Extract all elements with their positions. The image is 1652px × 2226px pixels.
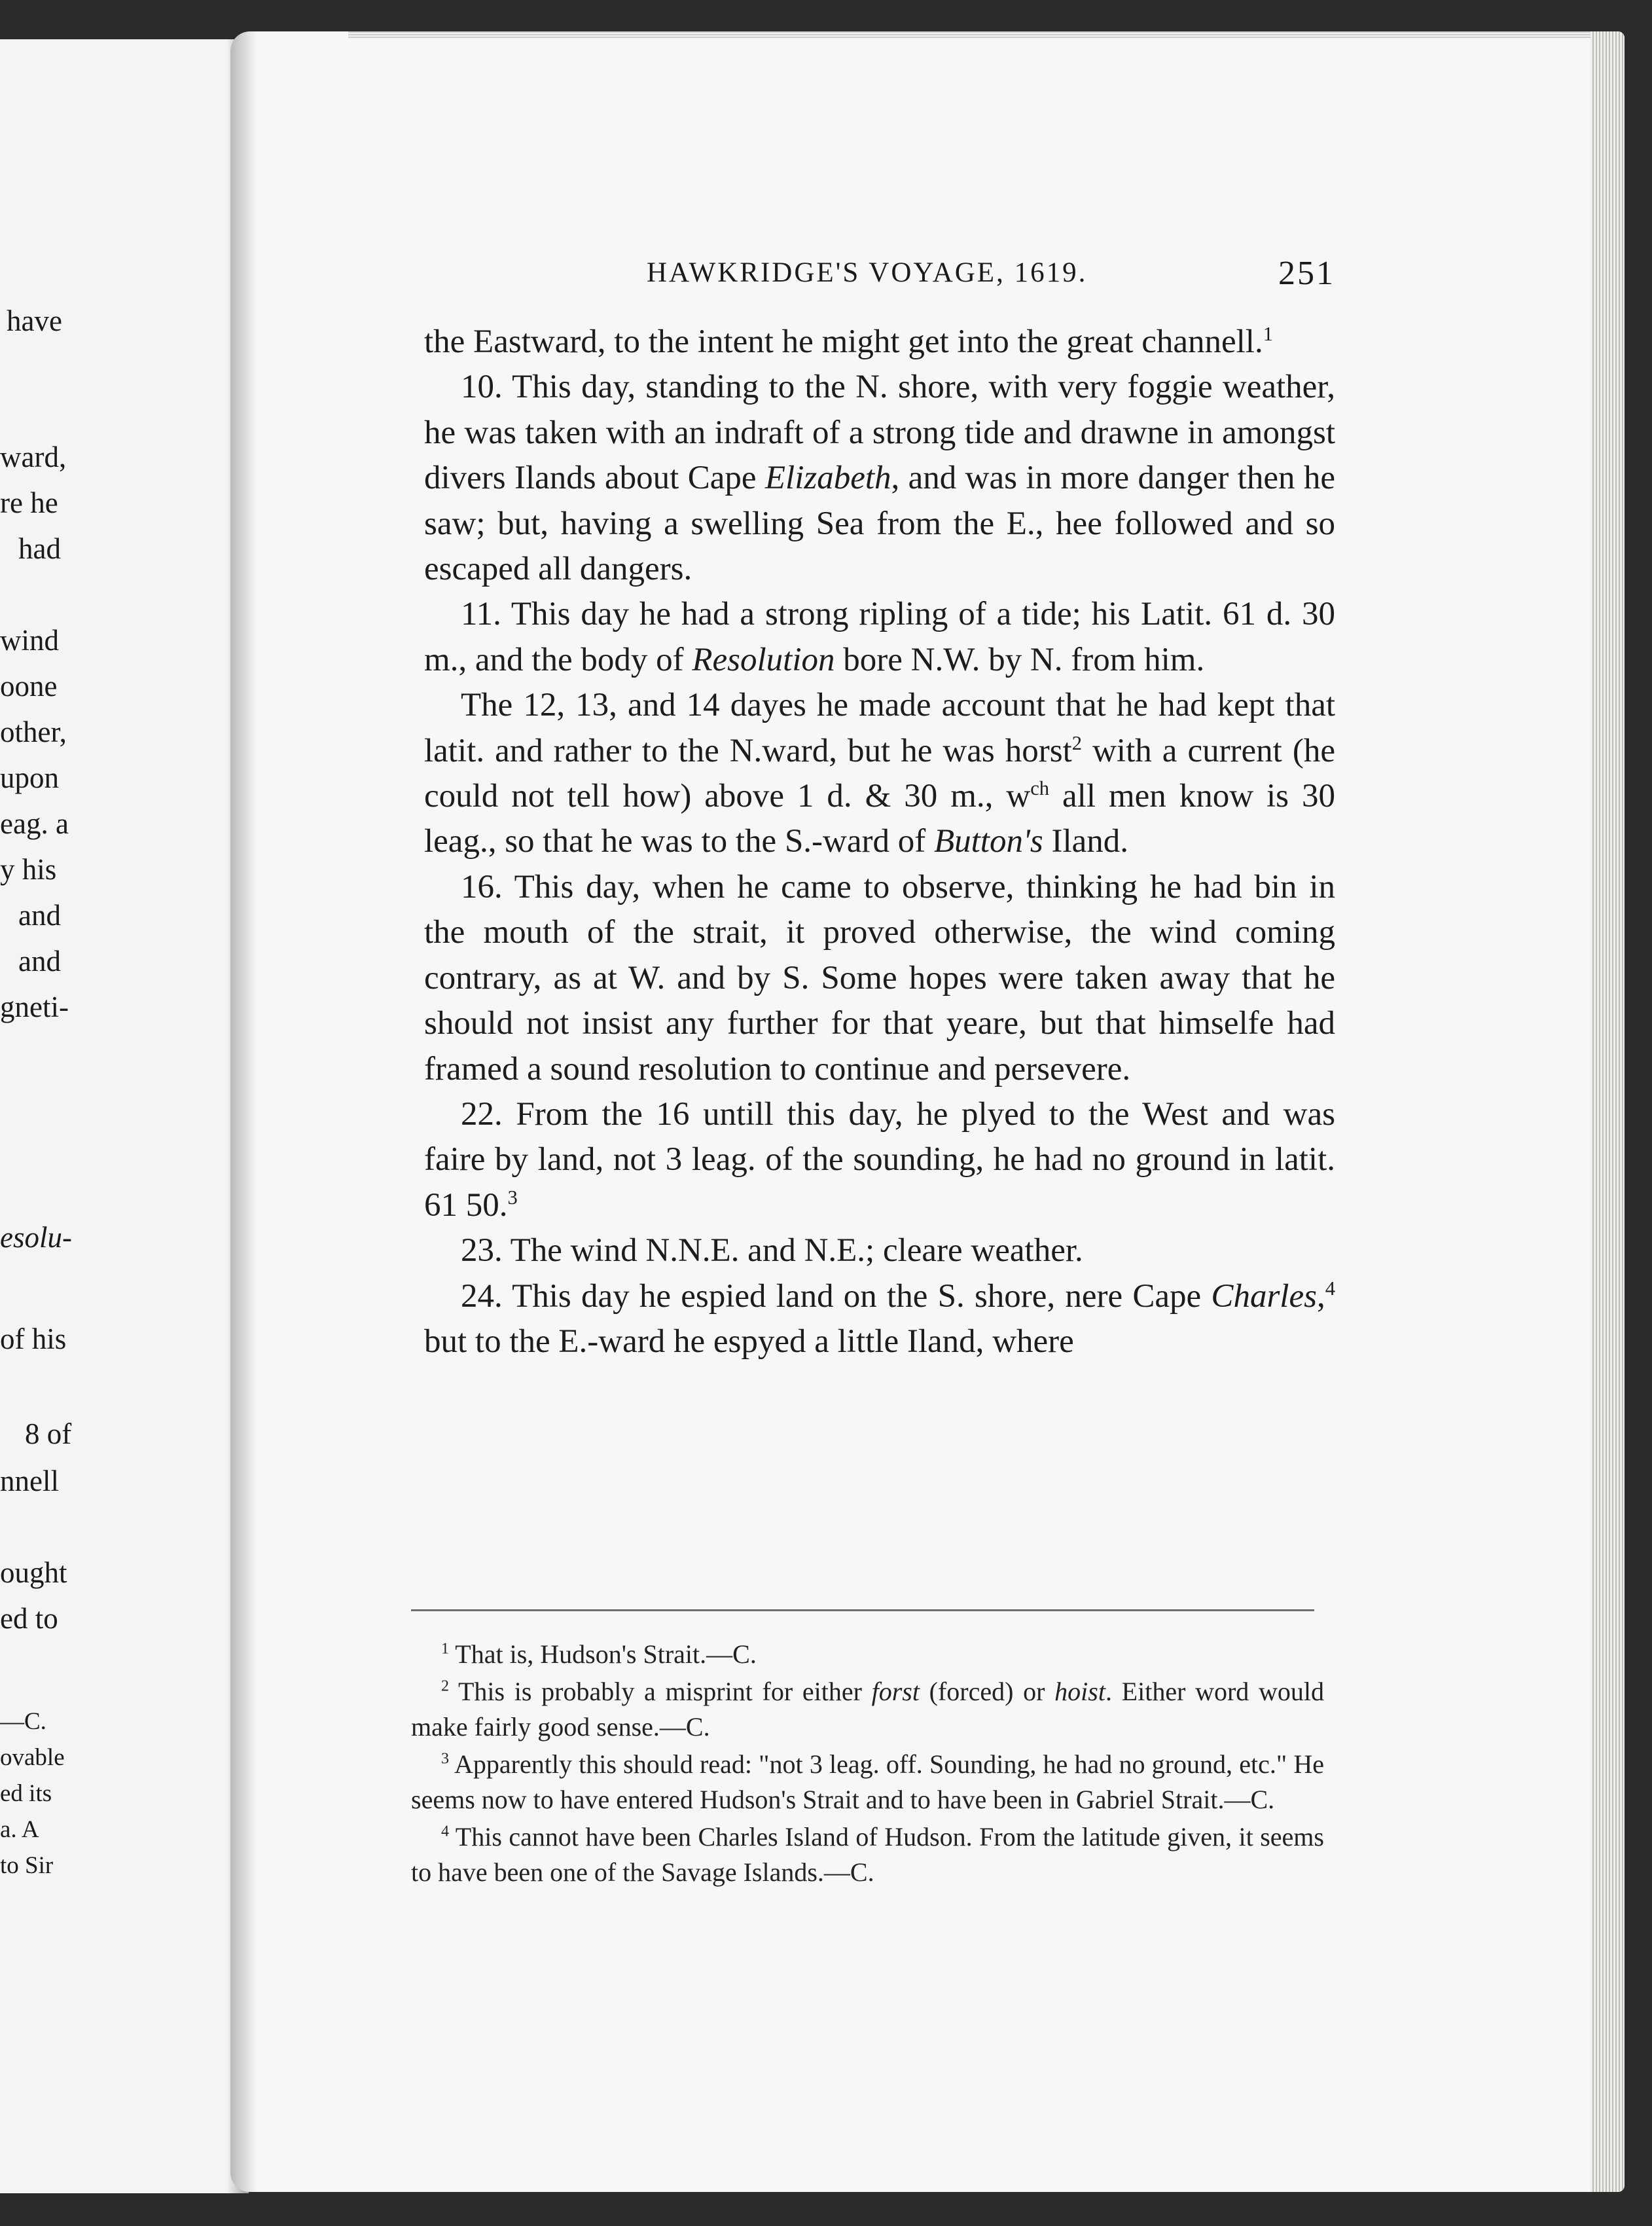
footnote-divider xyxy=(411,1609,1314,1611)
footnote: $^3$ Apparently this should read: "not 3 leag. off. Sounding, he had no ground, etc." He seems now to have entered Hudson's Strait and to have been in Gabriel Strait.—C. xyxy=(411,1749,1324,1814)
body-text xyxy=(424,319,1335,1364)
paragraph: The 12, 13, and 14 dayes he made account that he had kept that latit. and rather to the N.ward, but he was horst$^2$ with a current (he could not tell how) above 1 d. & 30 m., $w^{ch}$ all men know is 30 leag., so that he was to the S.-ward of Button's Iland. xyxy=(424,687,1335,860)
left-page-footnote-fragment: ovable xyxy=(0,1744,65,1771)
left-page-fragment: ed to xyxy=(0,1602,58,1635)
footnotes xyxy=(411,1637,1324,1892)
page-number: 251 xyxy=(1278,255,1335,292)
paragraph: the Eastward, to the intent he might get into the great channell.$^1$ xyxy=(424,323,1273,360)
left-page-fragment: had xyxy=(18,532,61,565)
left-page-footnote-fragment: to Sir xyxy=(0,1852,54,1879)
left-page-fragment: esolu- xyxy=(0,1221,72,1254)
left-page-fragment: ought xyxy=(0,1556,67,1589)
left-page-fragment: ward, xyxy=(0,441,67,473)
left-page-fragment: oone xyxy=(0,670,58,702)
left-page-fragment: y his xyxy=(0,853,57,886)
footnote: $^4$ This cannot have been Charles Island of Hudson. From the latitude given, it seems to have been one of the Savage Islands.—C. xyxy=(411,1821,1324,1887)
page-stack-edge xyxy=(1590,31,1625,2192)
paragraph: 10. This day, standing to the N. shore, with very foggie weather, he was taken with an indraft of a strong tide and drawne in amongst divers Ilands about Cape Elizabeth, and was in more danger then he saw; but, having a swelling Sea from the E., hee followed and so escaped all dangers. xyxy=(424,369,1336,588)
left-page-fragment: wind xyxy=(0,624,59,657)
paragraph: 24. This day he espied land on the S. shore, nere Cape Charles,$^4$ but to the E.-ward he espyed a little Iland, where xyxy=(424,1277,1335,1360)
left-page-fragment: of his xyxy=(0,1323,67,1355)
footnote-marker[interactable]: 1 xyxy=(1263,323,1273,345)
left-page-fragment: eag. a xyxy=(0,807,69,840)
page-top-edge xyxy=(348,31,1625,38)
footnote-marker[interactable]: 2 xyxy=(1071,731,1083,754)
page-header xyxy=(424,242,1340,308)
left-page-fragment: 8 of xyxy=(25,1417,72,1450)
footnote: $^2$ This is probably a misprint for either forst (forced) or hoist. Either word would make fairly good sense.—C. xyxy=(411,1676,1324,1742)
left-page-fragment: other, xyxy=(0,716,67,748)
left-page xyxy=(0,39,249,2193)
footnote-marker[interactable]: 3 xyxy=(507,1186,518,1209)
left-page-footnote-fragment: —C. xyxy=(0,1708,46,1735)
left-page-fragment: nnell xyxy=(0,1465,59,1497)
left-page-fragment: and xyxy=(18,945,61,977)
left-page-footnote-fragment: a. A xyxy=(0,1816,39,1843)
left-page-fragment: re he xyxy=(0,486,58,519)
paragraph: 16. This day, when he came to observe, thinking he had bin in the mouth of the strait, it proved otherwise, the wind coming contrary, as at W. and by S. Some hopes were taken away that he should not insist any further for that yeare, but that himselfe had framed a sound resolution to continue and persevere. xyxy=(424,868,1335,1087)
running-head: HAWKRIDGE'S VOYAGE, 1619. xyxy=(647,257,1088,288)
left-page-footnote-fragment: ed its xyxy=(0,1780,52,1807)
footnote-marker[interactable]: 4 xyxy=(1325,1277,1335,1300)
left-page-fragment: have xyxy=(7,304,62,337)
footnote: $^1$ That is, Hudson's Strait.—C. xyxy=(441,1639,757,1669)
left-page-fragment: and xyxy=(18,899,61,932)
left-page-fragment: upon xyxy=(0,761,59,794)
paragraph: 23. The wind N.N.E. and N.E.; cleare weather. xyxy=(461,1232,1083,1269)
left-page-fragment: gneti- xyxy=(0,991,69,1023)
paragraph: 11. This day he had a strong ripling of a tide; his Latit. 61 d. 30 m., and the body of Resolution bore N.W. by N. from him. xyxy=(424,596,1335,678)
spine-shadow xyxy=(230,31,257,2192)
paragraph: 22. From the 16 untill this day, he plyed to the West and was faire by land, not 3 leag. of the sounding, he had no ground in latit. 61 50.$^3$ xyxy=(424,1095,1335,1224)
